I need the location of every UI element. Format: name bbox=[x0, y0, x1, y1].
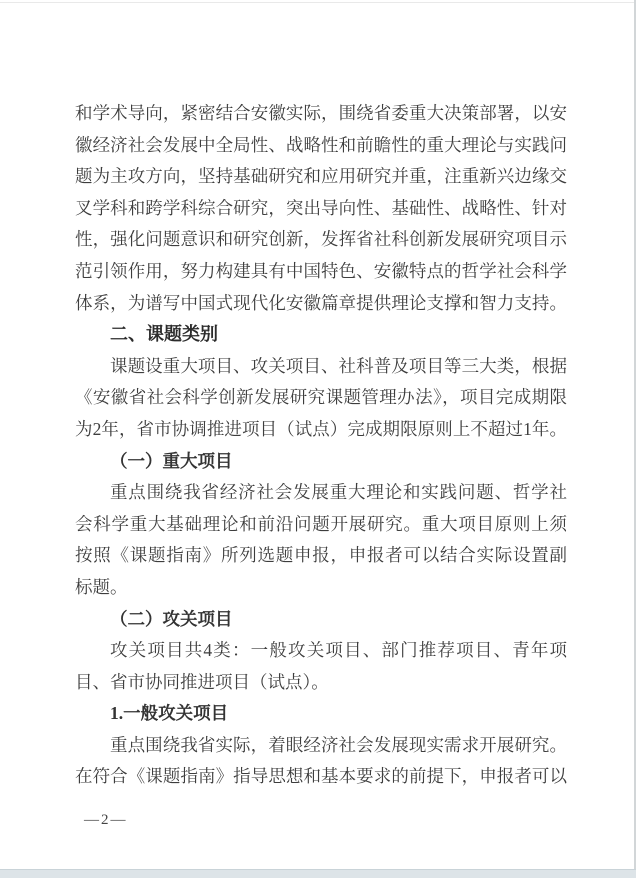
section-heading-category: 二、课题类别 bbox=[110, 324, 218, 345]
body-line: 体系，为谱写中国式现代化安徽篇章提供理论支撑和智力支持。 bbox=[75, 292, 567, 313]
subsection-heading-general-key-project: 1.一般攻关项目 bbox=[110, 703, 229, 724]
body-line: 性，强化问题意识和研究创新，发挥省社科创新发展研究项目示 bbox=[75, 229, 567, 250]
body-line: 目、省市协同推进项目（试点）。 bbox=[75, 671, 329, 692]
body-line: 徽经济社会发展中全局性、战略性和前瞻性的重大理论与实践问 bbox=[75, 134, 567, 155]
body-line: 重点围绕我省实际，着眼经济社会发展现实需求开展研究。 bbox=[110, 734, 567, 755]
body-line: 课题设重大项目、攻关项目、社科普及项目等三大类，根据 bbox=[110, 355, 567, 376]
body-line: 题为主攻方向，坚持基础研究和应用研究并重，注重新兴边缘交 bbox=[75, 166, 567, 187]
body-line: 会科学重大基础理论和前沿问题开展研究。重大项目原则上须 bbox=[75, 513, 567, 534]
body-line: 《安徽省社会科学创新发展研究课题管理办法》，项目完成期限 bbox=[75, 387, 567, 408]
body-line: 按照《课题指南》所列选题申报，申报者可以结合实际设置副 bbox=[75, 545, 567, 566]
page-bottom-band bbox=[0, 869, 636, 878]
subsection-heading-major-project: （一）重大项目 bbox=[110, 450, 233, 471]
document-content bbox=[75, 98, 567, 793]
body-line: 为2年，省市协调推进项目（试点）完成期限原则上不超过1年。 bbox=[75, 418, 567, 439]
body-line: 范引领作用，努力构建具有中国特色、安徽特点的哲学社会科学 bbox=[75, 260, 567, 281]
body-line: 重点围绕我省经济社会发展重大理论和实践问题、哲学社 bbox=[110, 482, 567, 503]
page-top-edge-line bbox=[0, 2, 636, 3]
subsection-heading-key-project: （二）攻关项目 bbox=[110, 608, 233, 629]
body-line: 叉学科和跨学科综合研究，突出导向性、基础性、战略性、针对 bbox=[75, 197, 567, 218]
body-line: 标题。 bbox=[75, 576, 128, 597]
page-number: —2— bbox=[84, 812, 128, 828]
body-line: 攻关项目共4类：一般攻关项目、部门推荐项目、青年项 bbox=[110, 640, 567, 661]
body-line: 在符合《课题指南》指导思想和基本要求的前提下，申报者可以 bbox=[75, 766, 567, 787]
body-line: 和学术导向，紧密结合安徽实际，围绕省委重大决策部署，以安 bbox=[75, 103, 567, 123]
